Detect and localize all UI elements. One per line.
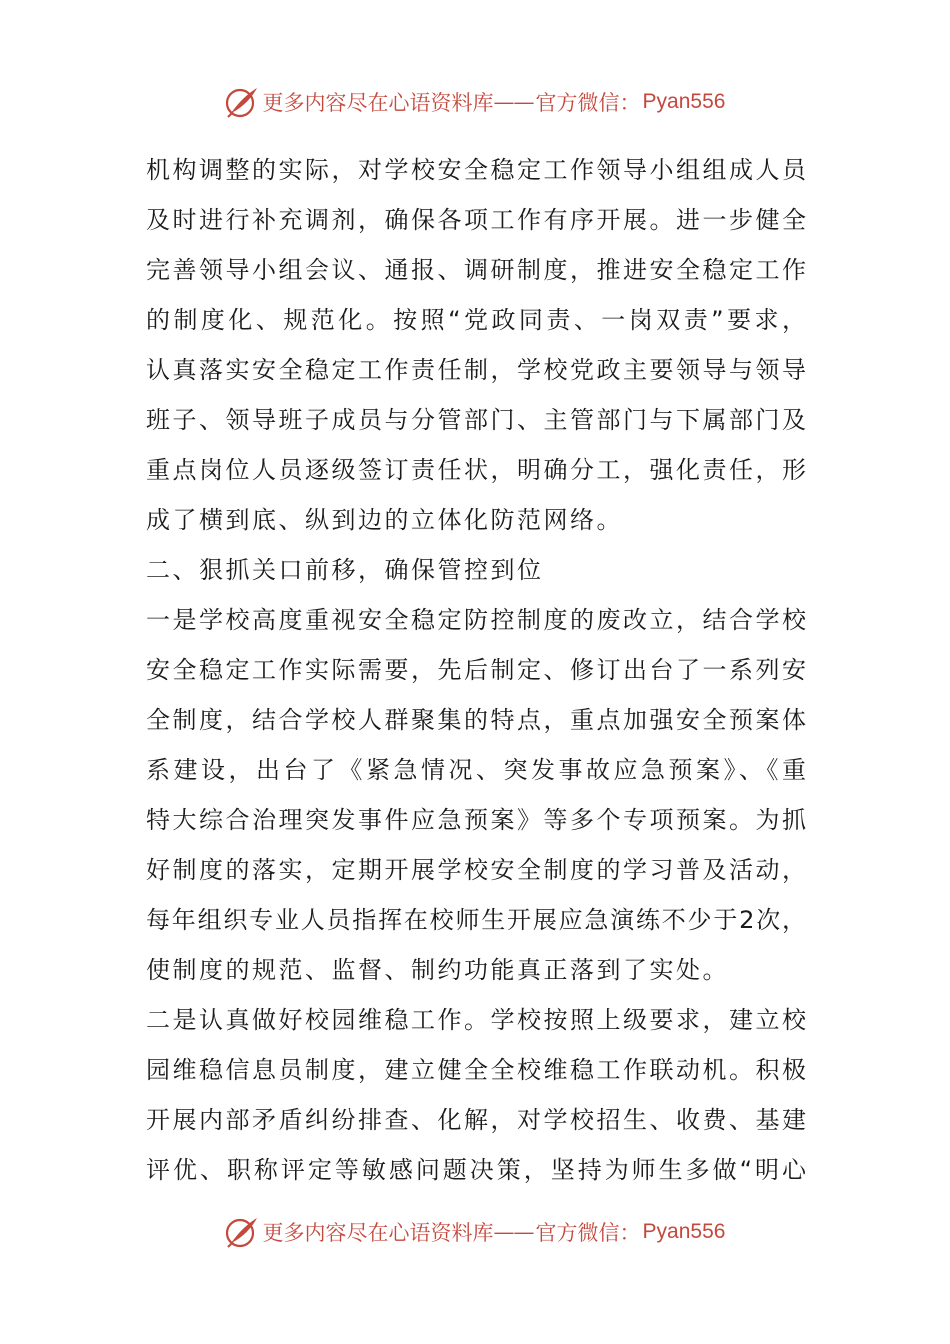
text-line: 认真落实安全稳定工作责任制，学校党政主要领导与领导 [146, 356, 806, 384]
text-line: 全制度，结合学校人群聚集的特点，重点加强安全预案体 [146, 706, 806, 734]
text-line: 特大综合治理突发事件应急预案》等多个专项预案。为抓 [146, 806, 806, 834]
watermark-text: 更多内容尽在心语资料库 [262, 91, 494, 115]
watermark-dash: —— [493, 1220, 534, 1244]
document-body [146, 145, 806, 1195]
text-line: 成了横到底、纵到边的立体化防范网络。 [146, 506, 623, 534]
text-line: 使制度的规范、监督、制约功能真正落到了实处。 [146, 956, 729, 984]
text-line: 及时进行补充调剂，确保各项工作有序开展。进一步健全 [146, 206, 806, 234]
text-line: 完善领导小组会议、通报、调研制度，推进安全稳定工作 [146, 256, 806, 284]
feather-pen-icon [225, 85, 259, 119]
wechat-id: Pyan556 [642, 1220, 726, 1243]
watermark-text: 更多内容尽在心语资料库 [262, 1221, 494, 1245]
text-line: 开展内部矛盾纠纷排查、化解，对学校招生、收费、基建 [146, 1106, 806, 1134]
text-line: 系建设，出台了《紧急情况、突发事故应急预案》、《重 [146, 756, 806, 784]
section-heading: 二、狠抓关口前移，确保管控到位 [146, 556, 544, 584]
wechat-label: 官方微信： [535, 1221, 641, 1245]
feather-pen-icon [225, 1215, 259, 1249]
text-line: 安全稳定工作实际需要，先后制定、修订出台了一系列安 [146, 656, 806, 684]
text-line: 班子、领导班子成员与分管部门、主管部门与下属部门及 [146, 406, 806, 434]
text-line: 每年组织专业人员指挥在校师生开展应急演练不少于2次， [146, 906, 806, 934]
wechat-label: 官方微信： [535, 91, 641, 115]
text-line: 重点岗位人员逐级签订责任状，明确分工，强化责任，形 [146, 456, 806, 484]
watermark-dash: —— [493, 90, 534, 114]
header-watermark [0, 82, 950, 122]
text-line: 的制度化、规范化。按照“党政同责、一岗双责”要求， [146, 306, 806, 334]
text-line: 一是学校高度重视安全稳定防控制度的废改立，结合学校 [146, 606, 806, 634]
text-line: 二是认真做好校园维稳工作。学校按照上级要求，建立校 [146, 1006, 806, 1034]
text-line: 园维稳信息员制度，建立健全全校维稳工作联动机。积极 [146, 1056, 806, 1084]
text-line: 机构调整的实际，对学校安全稳定工作领导小组组成人员 [146, 156, 806, 184]
footer-watermark [0, 1212, 950, 1252]
text-line: 评优、职称评定等敏感问题决策，坚持为师生多做“明心 [146, 1156, 806, 1184]
wechat-id: Pyan556 [642, 90, 726, 113]
text-line: 好制度的落实，定期开展学校安全制度的学习普及活动， [146, 856, 806, 884]
